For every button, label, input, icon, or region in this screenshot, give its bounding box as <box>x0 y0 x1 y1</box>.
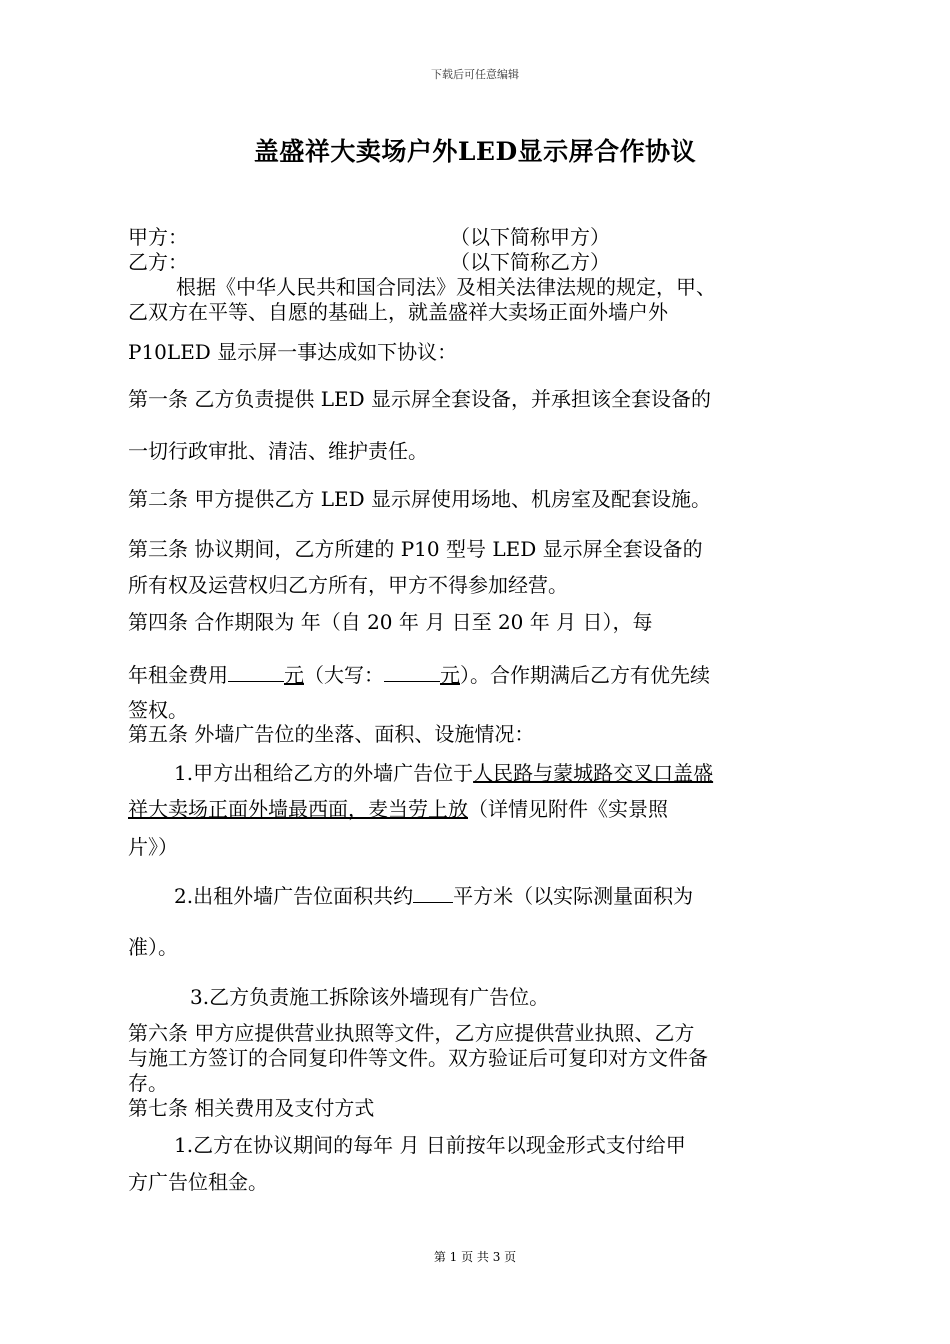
preamble-line-3: P10LED 显示屏一事达成如下协议： <box>128 340 458 364</box>
article-5-item-1-line-2 <box>128 796 828 822</box>
rent-uppercase-label: （大写： <box>304 663 384 687</box>
party-b-line <box>128 249 828 275</box>
party-b-label: 乙方： <box>128 250 188 274</box>
article-4-rent-label: 年租金费用 <box>128 663 228 687</box>
article-5-heading: 第五条 外墙广告位的坐落、面积、设施情况： <box>128 722 535 746</box>
party-a-line <box>128 224 828 250</box>
article-6-line-2: 与施工方签订的合同复印件等文件。双方验证后可复印对方文件备 <box>128 1046 708 1070</box>
article-5-item-3: 3.乙方负责施工拆除该外墙现有广告位。 <box>190 985 550 1009</box>
article-5-item-1-line-3: 片》） <box>128 835 178 859</box>
area-blank <box>413 882 453 903</box>
article-5-item-2-line-2: 准）。 <box>128 935 178 959</box>
header-note: 下载后可任意编辑 <box>431 68 519 81</box>
article-5-item-1-location-b: 祥大卖场正面外墙最西面，麦当劳上放 <box>128 797 468 821</box>
document-title: 盖盛祥大卖场户外LED显示屏合作协议 <box>253 137 697 166</box>
article-5-item-1-line-1 <box>174 760 874 786</box>
rent-uppercase-blank <box>384 661 440 682</box>
page-footer: 第 1 页 共 3 页 <box>433 1250 517 1264</box>
article-4-line-3: 签权。 <box>128 698 188 722</box>
party-a-label: 甲方： <box>128 225 188 249</box>
article-7-item-1-line-1: 1.乙方在协议期间的每年 月 日前按年以现金形式支付给甲 <box>174 1133 686 1157</box>
party-a-alias: （以下简称甲方） <box>450 225 610 249</box>
article-7-item-1-line-2: 方广告位租金。 <box>128 1170 268 1194</box>
article-5-item-2-text: 2.出租外墙广告位面积共约 <box>174 884 414 908</box>
article-5-item-1-attachment: （详情见附件《实景照 <box>468 797 668 821</box>
article-3-line-2: 所有权及运营权归乙方所有，甲方不得参加经营。 <box>128 573 568 597</box>
rent-uppercase-unit: 元 <box>440 663 460 687</box>
article-1-line-2: 一切行政审批、清洁、维护责任。 <box>128 439 428 463</box>
article-6-line-3: 存。 <box>128 1071 168 1095</box>
party-b-alias: （以下简称乙方） <box>450 250 610 274</box>
article-5-item-2-line-1 <box>174 882 874 909</box>
article-3-line-1: 第三条 协议期间，乙方所建的 P10 型号 LED 显示屏全套设备的 <box>128 537 703 561</box>
rent-unit: 元 <box>284 663 304 687</box>
article-1-line-1: 第一条 乙方负责提供 LED 显示屏全套设备，并承担该全套设备的 <box>128 387 711 411</box>
article-4-line-1: 第四条 合作期限为 年（自 20 年 月 日至 20 年 月 日），每 <box>128 610 653 634</box>
article-5-item-1-text: 1.甲方出租给乙方的外墙广告位于 <box>174 761 474 785</box>
article-2-line-1: 第二条 甲方提供乙方 LED 显示屏使用场地、机房室及配套设施。 <box>128 487 711 511</box>
article-6-line-1: 第六条 甲方应提供营业执照等文件，乙方应提供营业执照、乙方 <box>128 1021 695 1045</box>
article-4-line-2 <box>128 661 828 688</box>
article-5-item-2-unit: 平方米（以实际测量面积为 <box>453 884 694 908</box>
article-7-heading: 第七条 相关费用及支付方式 <box>128 1096 375 1120</box>
preamble-line-1: 根据《中华人民共和国合同法》及相关法律法规的规定，甲、 <box>176 275 716 299</box>
rent-amount-blank <box>228 661 284 682</box>
preamble-line-2: 乙双方在平等、自愿的基础上，就盖盛祥大卖场正面外墙户外 <box>128 300 668 324</box>
article-5-item-1-location-a: 人民路与蒙城路交叉口盖盛 <box>473 761 714 785</box>
article-4-renewal-text: ）。合作期满后乙方有优先续 <box>460 663 710 687</box>
